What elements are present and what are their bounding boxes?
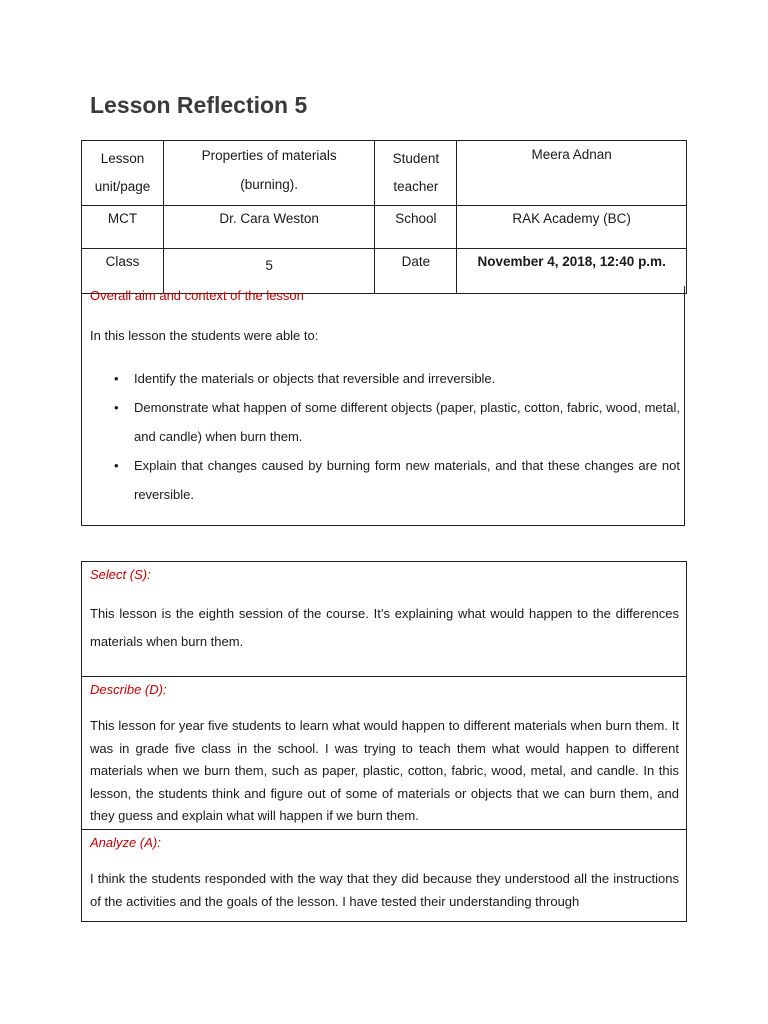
analyze-section [82, 830, 686, 922]
aim-intro: In this lesson the students were able to: [90, 328, 319, 343]
analyze-body: I think the students responded with the way that they did because they understood all the instructions of the activities and the goals of the lesson. I have tested their understanding through [90, 871, 679, 909]
describe-section [82, 677, 686, 830]
list-item: • Identify the materials or objects that reversible and irreversible. [112, 364, 680, 393]
select-section [82, 562, 686, 677]
lesson-aim-section [81, 286, 685, 526]
select-heading: Select (S): [90, 567, 151, 582]
describe-heading: Describe (D): [90, 682, 167, 697]
table-row [82, 141, 687, 206]
date-label: Date [375, 249, 457, 294]
mct-value: Dr. Cara Weston [163, 206, 374, 249]
list-item: • Explain that changes caused by burning form new materials, and that these changes are not reversible. [112, 451, 680, 509]
class-label: Class [82, 249, 164, 294]
analyze-heading: Analyze (A): [90, 835, 161, 850]
date-value: November 4, 2018, 12:40 p.m. [457, 249, 687, 294]
mct-label: MCT [82, 206, 164, 249]
student-teacher-value: Meera Adnan [457, 141, 687, 206]
describe-body: This lesson for year five students to learn what would happen to different materials when burn them. It was in grade five class in the school. I was trying to teach them what would happen to different materials when we burn them, such as paper, plastic, cotton, fabric, wood, metal, and candle. In this lesson, the students think and figure out of some of materials or objects that we can burn them, and they guess and explain what will happen if we burn them. [90, 718, 679, 823]
select-body: This lesson is the eighth session of the course. It’s explaining what would happen to the differences materials when burn them. [90, 606, 679, 649]
student-teacher-label: Student teacher [375, 141, 457, 206]
aim-heading: Overall aim and context of the lesson [90, 288, 304, 303]
lesson-info-table [81, 140, 687, 294]
page-title: Lesson Reflection 5 [90, 92, 308, 118]
lesson-unit-value: Properties of materials (burning). [163, 141, 374, 206]
school-label: School [375, 206, 457, 249]
school-value: RAK Academy (BC) [457, 206, 687, 249]
aim-list [112, 364, 680, 509]
class-value: 5 [163, 249, 374, 294]
lesson-unit-label: Lesson unit/page [82, 141, 164, 206]
reflection-section [81, 561, 687, 922]
list-item: • Demonstrate what happen of some different objects (paper, plastic, cotton, fabric, wood, metal, and candle) when burn them. [112, 393, 680, 451]
table-row [82, 206, 687, 249]
